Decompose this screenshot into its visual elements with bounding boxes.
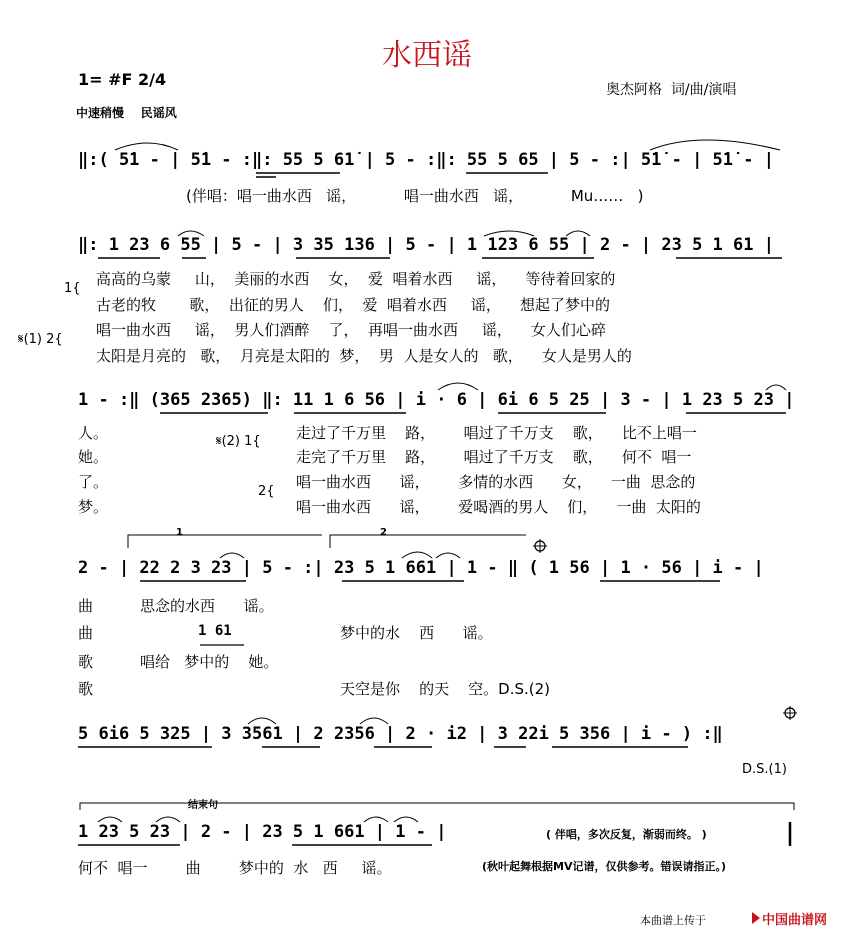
site-logo[interactable]: 中国曲谱网 [762,913,828,928]
lyric-end-a: 人。 [78,424,109,442]
tempo-marking: 中速稍慢 民谣风 [76,106,177,120]
lyric-part2-v1a: 走过了千万里 路， 唱过了千万支 歌， 比不上唱一 [296,424,697,442]
lyric-verse1-b: 古老的牧 歌， 出征的男人 们， 爱 唱着水西 谣， 想起了梦中的 [96,296,610,314]
lyric-end-d: 梦。 [78,498,109,516]
verse-mark-2: 𝄋(1) 2{ [18,332,63,347]
lyric-line4-b: 思念的水西 谣。 [140,597,274,615]
verse-mark-3: 𝄋(2) 1{ [216,434,261,449]
lyric-line4-d: 梦中的水 西 谣。 [340,624,493,642]
notation-line-5: 5 6i6 5 325 | 3 3561 | 2 2356 | 2 · i2 | 3 22i 5 356 | i - ) :‖ [78,724,723,744]
lyric-part2-v1b: 走完了千万里 路， 唱过了千万支 歌， 何不 唱一 [296,448,692,466]
song-title: 水西谣 [382,38,472,73]
lyric-verse1-a: 高高的乌蒙 山， 美丽的水西 女， 爱 唱着水西 谣， 等待着回家的 [96,270,616,288]
notation-line-3: 1 - :‖ (365 2365) ‖: 11 1 6 56 | i · 6 | 6i 6 5 25 | 3 - | 1 23 5 23 | [78,390,795,410]
lyric-verse2-a: 唱一曲水西 谣， 男人们酒醉 了， 再唱一曲水西 谣， 女人们心碎 [96,321,606,339]
lyric-line4-f: 唱给 梦中的 她。 [140,653,279,671]
notation-line-1: ‖:( 5̇1 - | 5̇1 - :‖: 55 5 61̇ | 5 - :‖: 55 5 65 | 5 - :| 5̇1̇ - | 5̇1̇ - | [78,150,774,170]
verse-mark-4: 2{ [258,484,275,499]
notation-line-2: ‖: 1 23 6 55 | 5 - | 3 35 136 | 5 - | 1 123 6 55 | 2 - | 23 5 1 61 | [78,235,774,255]
lyric-part2-v2b: 唱一曲水西 谣， 爱喝酒的男人 们， 一曲 太阳的 [296,498,701,516]
lyric-line4-h: 天空是你 的天 空。D.S.(2) [340,680,551,698]
performance-note: ( 伴唱，多次反复，渐弱而终。 ) [546,828,707,841]
coda-label: 结束句 [188,800,218,811]
lyric-line-1: (伴唱：唱一曲水西 谣， 唱一曲水西 谣， Mu…… ) [186,187,644,205]
upload-note: 本曲谱上传于 [640,914,706,927]
lyric-line4-g: 歌 [78,680,94,698]
credits: 奥杰阿格 词/曲/演唱 [606,82,737,98]
key-signature: 1= #F 2/4 [78,70,167,89]
lyric-part2-v2a: 唱一曲水西 谣， 多情的水西 女， 一曲 思念的 [296,473,696,491]
lyric-line4-a: 曲 [78,597,94,615]
notation-line-6: 1 23 5 23 | 2 - | 23 5 1 661 | 1 - | [78,822,447,842]
lyric-line4-e: 歌 [78,653,94,671]
lyric-line4-c: 曲 [78,624,94,642]
notation-line-4: 2 - | 22 2 3 23 | 5 - :| 23 5 1 661 | 1 - ‖ ( 1 56 | 1 · 56 | i - | [78,558,764,578]
ds-marking: D.S.(1) [742,762,787,777]
lyric-verse2-b: 太阳是月亮的 歌， 月亮是太阳的 梦， 男 人是女人的 歌， 女人是男人的 [96,347,632,365]
volta-1-label: 1 [176,527,183,538]
lyric-end-c: 了。 [78,473,109,491]
lyric-line-6: 何不 唱一 曲 梦中的 水 西 谣。 [78,859,392,877]
lyric-end-b: 她。 [78,448,109,466]
verse-mark-1: 1{ [64,281,81,296]
volta-2-label: 2 [380,527,387,538]
transcription-note: (秋叶起舞根据MV记谱，仅供参考。错误请指正。) [482,860,727,873]
alternate-notes: 1 61 [198,623,232,639]
